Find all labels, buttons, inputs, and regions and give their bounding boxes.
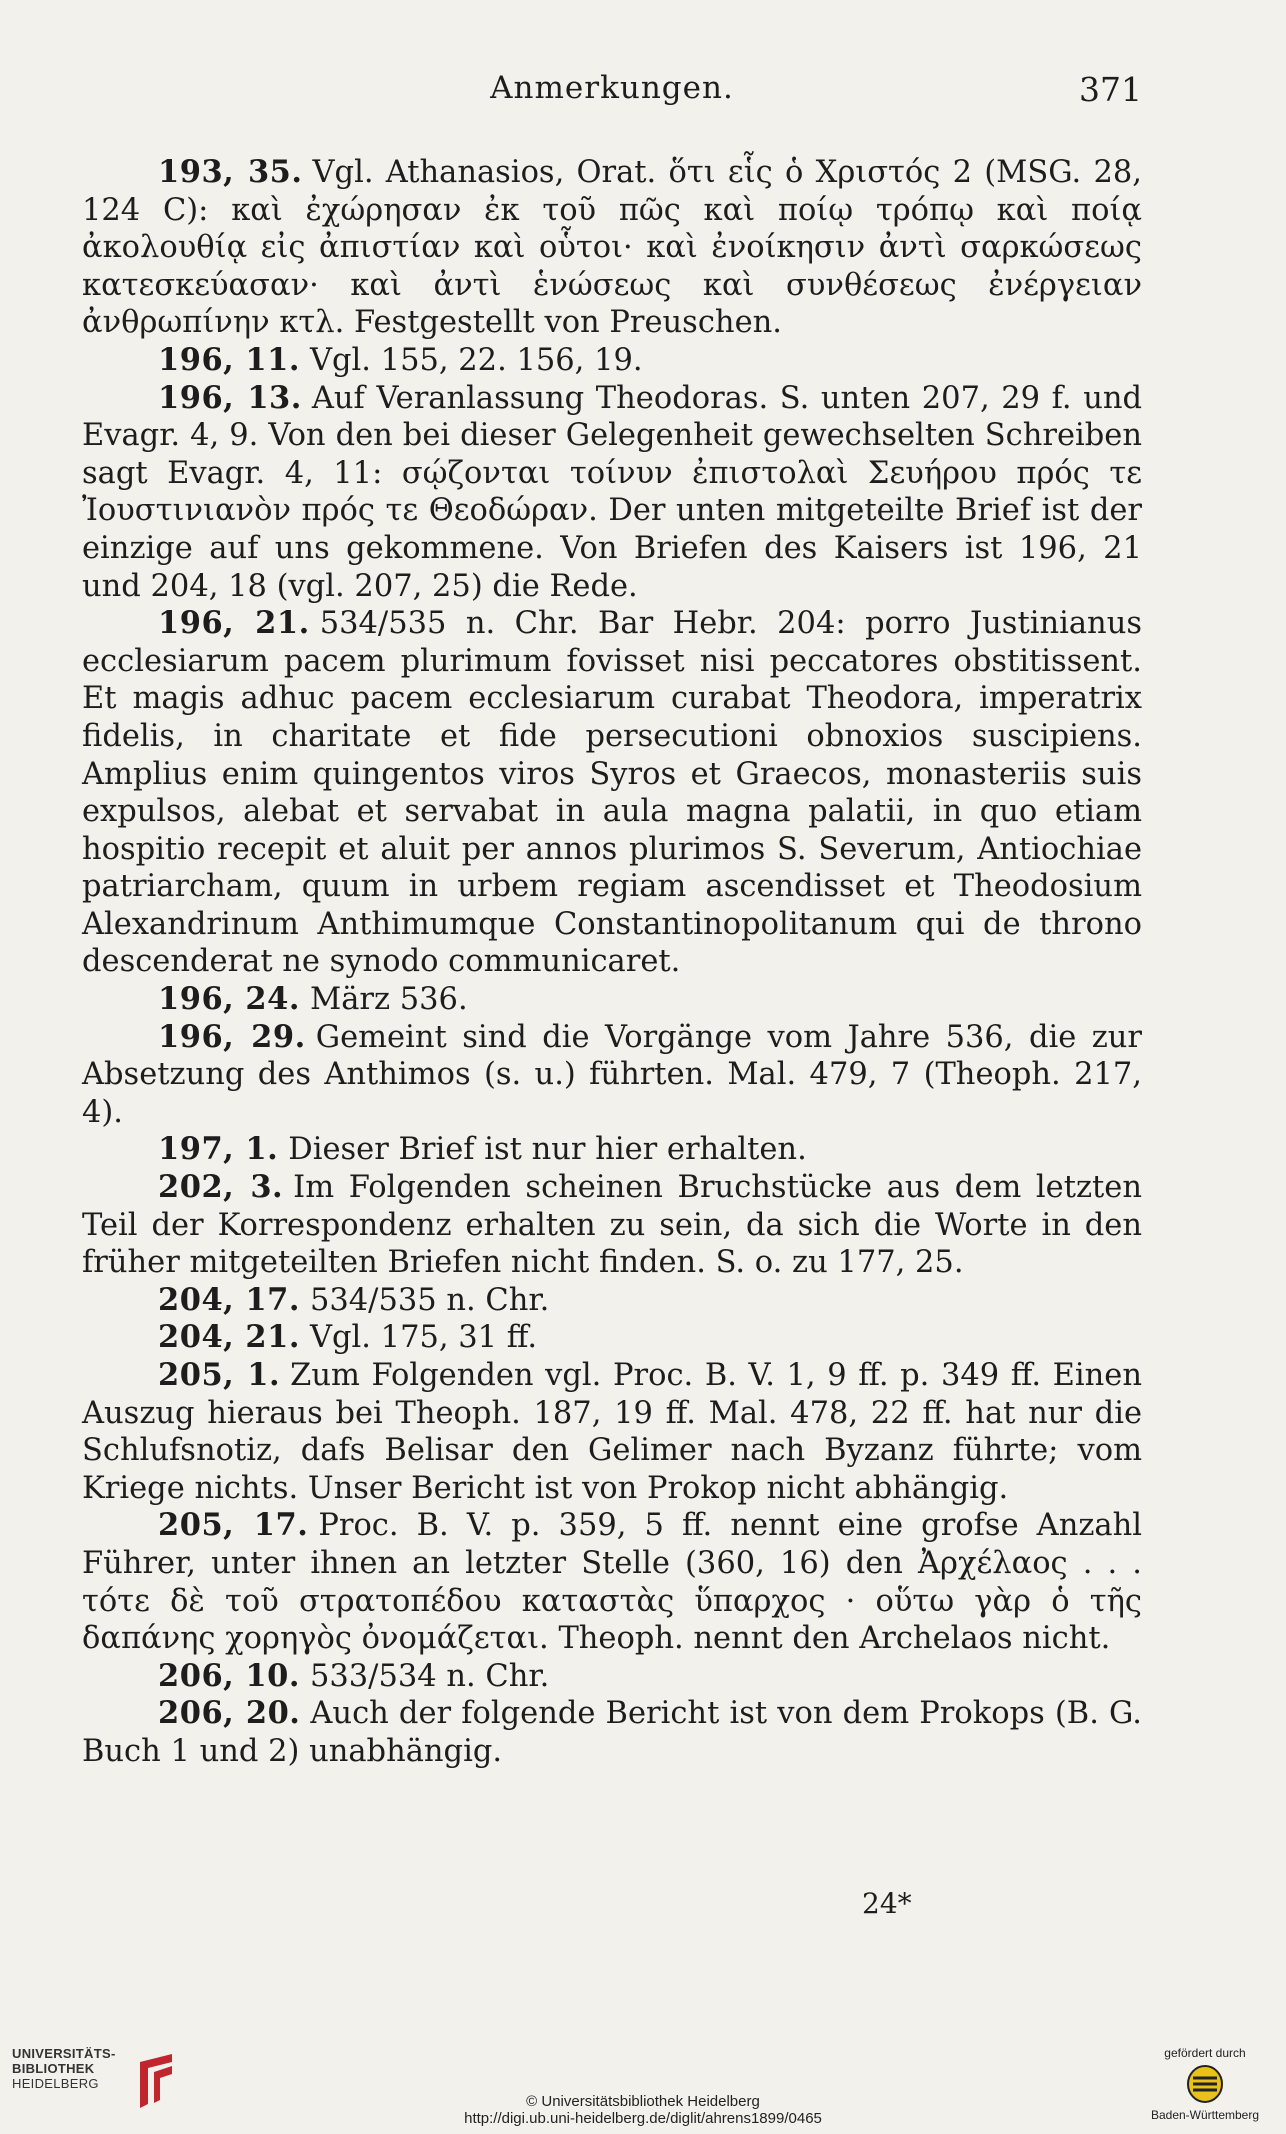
page-number: 371	[1079, 70, 1142, 109]
note-ref: 202, 3.	[158, 1169, 284, 1206]
sponsor-label: gefördert durch	[1164, 2046, 1246, 2060]
note-entry	[82, 1282, 1142, 1320]
note-entry	[82, 380, 1142, 606]
note-text: Auch der folgende Bericht ist von dem Prokops (B. G. Buch 1 und 2) unabhängig.	[82, 1696, 1142, 1769]
signature-mark: 24*	[862, 1887, 912, 1920]
note-ref: 206, 20.	[158, 1695, 301, 1732]
footer-credits	[0, 2093, 1286, 2127]
permalink-url[interactable]: http://digi.ub.uni-heidelberg.de/diglit/ahrens1899/0465	[464, 2110, 822, 2127]
note-ref: 206, 10.	[158, 1657, 300, 1694]
sponsor-block[interactable]	[1130, 2046, 1280, 2122]
note-text: Im Folgenden scheinen Bruchstücke aus dem letzten Teil der Korrespondenz erhalten zu sein, da sich die Worte in den früher mitgeteilten Briefen nicht finden. S. o. zu 177, 25.	[82, 1170, 1142, 1281]
note-text: 534/535 n. Chr. Bar Hebr. 204: porro Justinianus ecclesiarum pacem plurimum fovisset nisi peccatores obstitissent. Et magis adhuc pacem ecclesiarum curabat Theodora, imperatrix fidelis, in charitate et fide persecutioni obnoxios suscipiens. Amplius enim quingentos viros Syros et Graecos, monasteriis suis expulsos, alebat et servabat in aula magna palatii, in quo etiam hospitio recepit et aluit per annos plurimos S. Severum, Antiochiae patriarcham, quum in urbem regiam ascendisset et Theodosium Alexandrinum Anthimumque Constantinopolitanum qui de throno descenderat ne synodo communicaret.	[82, 606, 1142, 980]
note-entry	[82, 1357, 1142, 1507]
running-header	[82, 70, 1142, 130]
note-entry	[82, 154, 1142, 342]
note-text: Zum Folgenden vgl. Proc. B. V. 1, 9 ff. p. 349 ff. Einen Auszug hieraus bei Theoph. 187, 19 ff. Mal. 478, 22 ff. hat nur die Schlufsnotiz, dafs Belisar den Gelimer nach Byzanz führte; vom Kriege nichts. Unser Bericht ist von Prokop nicht abhängig.	[82, 1358, 1142, 1506]
logo-line-2: BIBLIOTHEK	[12, 2061, 95, 2076]
note-text: 534/535 n. Chr.	[309, 1282, 550, 1318]
book-page	[82, 70, 1142, 1771]
note-entry	[82, 1169, 1142, 1282]
note-ref: 196, 21.	[158, 605, 310, 642]
header-title: Anmerkungen.	[490, 70, 734, 106]
logo-line-3: HEIDELBERG	[12, 2076, 99, 2091]
note-text: März 536.	[309, 982, 468, 1018]
note-text: Auf Veranlassung Theodoras. S. unten 207, 29 f. und Evagr. 4, 9. Von den bei dieser Gelegenheit gewechselten Schreiben sagt Evagr. 4, 11: σῴζονται τοίνυν ἐπιστολαὶ Σευήρου πρός τε Ἰουστινιανὸν πρός τε Θεοδώραν. Der unten mitgeteilte Brief ist der einzige auf uns gekommene. Von Briefen des Kaisers ist 196, 21 und 204, 18 (vgl. 207, 25) die Rede.	[82, 380, 1142, 604]
note-entry	[82, 1507, 1142, 1657]
note-entry	[82, 605, 1142, 981]
note-entry	[82, 1695, 1142, 1770]
logo-line-1: UNIVERSITÄTS-	[12, 2046, 116, 2061]
note-text: Vgl. 155, 22. 156, 19.	[309, 342, 643, 378]
note-entry	[82, 981, 1142, 1019]
sponsor-name: Baden-Württemberg	[1150, 2108, 1260, 2122]
note-entry	[82, 1019, 1142, 1132]
copyright-text: © Universitätsbibliothek Heidelberg	[526, 2093, 760, 2110]
note-ref: 196, 11.	[158, 341, 300, 378]
note-entry	[82, 342, 1142, 380]
note-text: Dieser Brief ist nur hier erhalten.	[288, 1132, 807, 1168]
note-text: Proc. B. V. p. 359, 5 ff. nennt eine grofse Anzahl Führer, unter ihnen an letzter Stelle (360, 16) den Ἀρχέλαος . . . τότε δὲ τοῦ στρατοπέδου καταστὰς ὕπαρχος · οὕτω γὰρ ὁ τῆς δαπάνης χορηγὸς ὀνομάζεται. Theoph. nennt den Archelaos nicht.	[82, 1508, 1143, 1657]
notes-body	[82, 154, 1142, 1771]
note-ref: 196, 24.	[158, 981, 300, 1018]
note-entry	[82, 1131, 1142, 1169]
note-entry	[82, 1319, 1142, 1357]
note-ref: 197, 1.	[158, 1131, 279, 1168]
coat-of-arms-icon	[1185, 2064, 1225, 2104]
note-ref: 205, 1.	[158, 1357, 281, 1393]
note-ref: 193, 35.	[158, 154, 303, 190]
note-text: 533/534 n. Chr.	[309, 1658, 550, 1694]
note-text: Vgl. Athanasios, Orat. ὅτι εἷς ὁ Χριστός 2 (MSG. 28, 124 C): καὶ ἐχώρησαν ἐκ τοῦ πῶς καὶ ποίῳ τρόπῳ καὶ ποίᾳ ἀκολουθίᾳ εἰς ἀπιστίαν καὶ οὗτοι· καὶ ἐνοίκησιν ἀντὶ σαρκώσεως κατεσκεύασαν· καὶ ἀντὶ ἑνώσεως καὶ συνθέσεως ἐνέργειαν ἀνθρωπίνην κτλ. Festgestellt von Preuschen.	[82, 155, 1142, 341]
note-ref: 196, 29.	[158, 1018, 306, 1055]
note-ref: 205, 17.	[158, 1507, 309, 1544]
note-text: Gemeint sind die Vorgänge vom Jahre 536, die zur Absetzung des Anthimos (s. u.) führten. Mal. 479, 7 (Theoph. 217, 4).	[82, 1019, 1143, 1130]
note-entry	[82, 1658, 1142, 1696]
note-text: Vgl. 175, 31 ff.	[309, 1320, 538, 1356]
note-ref: 204, 17.	[158, 1281, 300, 1318]
note-ref: 196, 13.	[158, 379, 302, 416]
note-ref: 204, 21.	[158, 1319, 300, 1356]
